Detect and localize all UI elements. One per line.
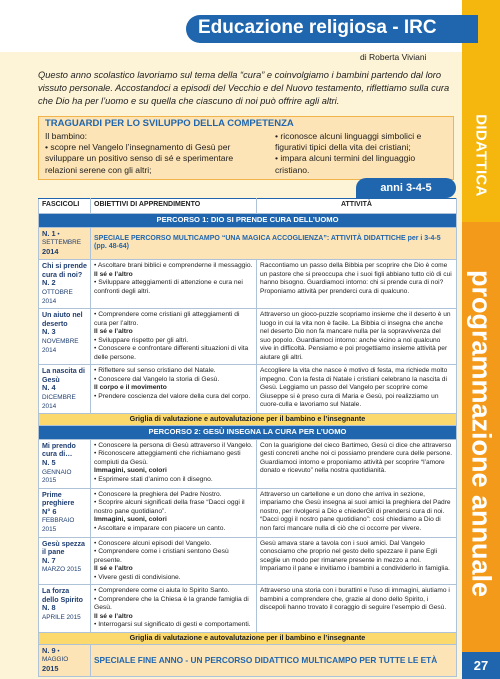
fascicolo-date: NOVEMBRE 2014: [42, 338, 79, 354]
fascicolo-cell: [39, 537, 91, 585]
fascicolo-title: Mi prendo cura di…: [42, 441, 76, 459]
activity-cell: Attraverso un cartellone e un dono che arriva in sezione, impariamo che Gesù insegna ai suoi amici la preghiera del Padre nostro, per rivolgersi a Dio e chiederGli di prendersi cura di noi. “Dacci oggi il nostro pane quotidiano”: così chiediamo a Dio di non farci mancare nulla di ciò che ci occorre per vivere.: [257, 488, 457, 537]
griglia-text: Griglia di valutazione e autovalutazione per il bambino e l’insegnante: [39, 414, 457, 426]
objectives-cell: [91, 585, 257, 633]
objectives-cell: [91, 488, 257, 537]
fascicolo-meta: [42, 279, 87, 306]
fascicolo-date: MARZO 2015: [42, 566, 82, 574]
fascicolo-year: 2015: [42, 663, 59, 673]
fascicolo-cell: [39, 439, 91, 488]
special-text: SPECIALE FINE ANNO - UN PERCORSO DIDATTICO MULTICAMPO PER TUTTE LE ETÀ: [91, 644, 457, 677]
fascicolo-title: Un aiuto nel deserto: [42, 311, 83, 328]
objective-line: Immagini, suoni, colori: [94, 467, 167, 475]
traguardi-col-2: [275, 131, 451, 176]
objective-line: • Comprendere come i cristiani sentono Gesù presente.: [94, 548, 229, 564]
objective-line: Il sé e l’altro: [94, 328, 133, 336]
objective-line: • Ascoltare e imparare con piacere un canto.: [94, 524, 226, 532]
traguardi-line: • impara alcuni termini del linguaggio cristiano.: [275, 153, 416, 175]
table-row: [39, 260, 457, 309]
fascicolo-meta: [42, 384, 87, 411]
objective-line: Il corpo e il movimento: [94, 384, 167, 392]
objective-line: • Comprendere come ci aiuta lo Spirito Santo.: [94, 587, 230, 595]
author: di Roberta Viviani: [360, 52, 427, 62]
table-row: [39, 365, 457, 414]
griglia-row: [39, 414, 457, 426]
special-row-9: [39, 644, 457, 677]
fascicolo-num: N. 8: [42, 603, 56, 613]
traguardi-title: TRAGUARDI PER LO SVILUPPO DELLA COMPETENZA: [45, 118, 294, 129]
table-row: [39, 309, 457, 365]
didattica-text: DIDATTICA: [472, 114, 490, 197]
fascicolo-cell: [39, 260, 91, 309]
objectives-cell: [91, 537, 257, 585]
fascicolo-meta: [42, 459, 87, 486]
page-title-box: [186, 15, 478, 43]
activity-cell: Con la guarigione del cieco Bartimeo, Gesù ci dice che attraverso gesti concreti anche noi ci possiamo prendere cura delle persone. Guardiamoci intorno e proponiamo attività per scoprire “l’amore donato e ricevuto” nella nostra quotidianità.: [257, 439, 457, 488]
fascicolo-title: Chi si prende cura di noi?: [42, 262, 87, 279]
table-row: [39, 585, 457, 633]
objective-line: • Sviluppare rispetto per gli altri.: [94, 336, 189, 344]
fascicolo-num: N. 1: [42, 228, 56, 238]
program-table: [38, 198, 457, 677]
special-text: SPECIALE PERCORSO MULTICAMPO “UNA MAGICA ACCOGLIENZA”: ATTIVITÀ DIDATTICHE per i 3-4-5 (pp. 48-64): [91, 227, 457, 260]
activity-cell: Raccontiamo un passo della Bibbia per scoprire che Dio è come un pastore che si preoccupa che i suoi figli abbiano tutto ciò di cui hanno bisogno. Guardiamoci intorno: chi si prende cura di noi? Proponiamo attività per prenderci cura di qualcuno.: [257, 260, 457, 309]
fascicolo-num: N. 2: [42, 278, 56, 288]
percorso-2-row: [39, 426, 457, 440]
fascicolo-num: N. 3: [42, 327, 56, 337]
objective-line: • Riflettere sul senso cristiano del Natale.: [94, 367, 216, 375]
fascicolo-date: FEBBRAIO 2015: [42, 517, 75, 534]
objective-line: • Vivere gesti di condivisione.: [94, 573, 181, 581]
table-row: [39, 537, 457, 585]
objective-line: • Sviluppare atteggiamenti di attenzione e cura nei confronti degli altri.: [94, 279, 243, 295]
objective-line: Il sé e l’altro: [94, 612, 133, 620]
fascicolo-cell: [39, 488, 91, 537]
intro-text: Questo anno scolastico lavoriamo sul tema della “cura” e coinvolgiamo i bambini partendo dal loro vissuto personale. Accostandoci a episodi del Vecchio e del Nuovo testamento, riflettiamo sulla cura che Dio ha per l’uomo e su quella che ciascuno di noi può offrire agli altri.: [38, 70, 450, 106]
special-row-1: [39, 227, 457, 260]
fascicolo-cell: [39, 585, 91, 633]
fascicolo-date: APRILE 2015: [42, 613, 81, 621]
objectives-cell: [91, 439, 257, 488]
objective-line: Il sé e l’altro: [94, 270, 133, 278]
side-label-didattica: [467, 114, 495, 207]
table-row: [39, 439, 457, 488]
percorso-1-title: PERCORSO 1: DIO SI PRENDE CURA DELL’UOMO: [39, 214, 457, 228]
activity-cell: Accogliere la vita che nasce è motivo di festa, ma richiede molto impegno. Con la festa di Natale i cristiani celebrano la nascita di Gesù. Leggiamo un passo del Vangelo per scoprire come Giuseppe si è preso cura di Maria e Gesù, poi realizziamo un cuore-culla e lavoriamo sul Natale.: [257, 365, 457, 414]
page-number: 27: [462, 652, 500, 679]
fascicolo-title: Prime preghiere: [42, 490, 75, 508]
fascicolo-cell: [39, 227, 91, 260]
side-label-programmazione: [462, 222, 500, 652]
griglia-text: Griglia di valutazione e autovalutazione per il bambino e l’insegnante: [39, 632, 457, 644]
objective-line: • Prendere coscienza del valore della cura del corpo.: [94, 392, 251, 400]
objective-line: • Conoscere la preghiera del Padre Nostro.: [94, 490, 222, 498]
fascicolo-date: • MAGGIO: [42, 647, 69, 664]
traguardi-box: [38, 116, 454, 180]
fascicolo-num: N. 7: [42, 555, 56, 565]
objective-line: • Conoscere alcuni episodi del Vangelo.: [94, 539, 212, 547]
activity-cell: Attraverso un gioco-puzzle scopriamo insieme che il deserto è un luogo in cui la vita non è facile. La Bibbia ci insegna che anche nel deserto Dio non fa mancare nulla per la sopravvivenza del suo popolo. Guardiamoci intorno: anche vicino a noi qualcuno vive in difficoltà. Pensiamo e poi progettiamo insieme attività per aiutare gli altri.: [257, 309, 457, 365]
objective-line: Il sé e l’altro: [94, 565, 133, 573]
percorso-2-title: PERCORSO 2: GESÙ INSEGNA LA CURA PER L’UOMO: [39, 426, 457, 440]
header-obiettivi: OBIETTIVI DI APPRENDIMENTO: [91, 199, 257, 214]
header-fascicoli: FASCICOLI: [39, 199, 91, 214]
fascicolo-title: La forza dello Spirito: [42, 587, 83, 604]
table-body: [39, 214, 457, 677]
traguardi-line: • scopre nel Vangelo l’insegnamento di Gesù per sviluppare un positivo senso di sé e sperimentare relazioni serene con gli altri;: [45, 142, 234, 175]
objectives-cell: [91, 365, 257, 414]
traguardi-line: • riconosce alcuni linguaggi simbolici e figurativi tipici della vita dei cristiani;: [275, 131, 422, 153]
fascicolo-date: GENNAIO 2015: [42, 468, 72, 485]
objective-line: • Conoscere dal Vangelo la storia di Gesù.: [94, 375, 220, 383]
fascicolo-num: N. 9: [42, 645, 56, 655]
traguardi-line: Il bambino:: [45, 131, 88, 141]
fascicolo-title: La nascita di Gesù: [42, 367, 85, 384]
fascicolo-meta: [42, 557, 87, 575]
fascicolo-title: Gesù spezza il pane: [42, 539, 85, 557]
objective-line: • Esprimere stati d’animo con il disegno.: [94, 475, 213, 483]
activity-cell: Gesù amava stare a tavola con i suoi amici. Dal Vangelo conosciamo che proprio nel gesto dello spezzare il pane Egli sceglie un modo per rimanere presente in mezzo a noi. Impariamo il pane e invitiamo i bambini a condividerlo in famiglia.: [257, 537, 457, 585]
header-attivita: ATTIVITÀ: [257, 199, 457, 214]
fascicolo-date: OTTOBRE 2014: [42, 289, 73, 305]
objective-line: • Conoscere e confrontare differenti situazioni di vita delle persone.: [94, 345, 249, 361]
programmazione-text: programmazione annuale: [466, 269, 497, 598]
table-header-row: [39, 199, 457, 214]
objective-line: • Interrogarsi sul significato di gesti e comportamenti.: [94, 621, 251, 629]
table-row: [39, 488, 457, 537]
objectives-cell: [91, 260, 257, 309]
objective-line: • Scoprire alcuni significati della frase “Dacci oggi il nostro pane quotidiano”.: [94, 499, 245, 515]
fascicolo-cell: [39, 644, 91, 677]
fascicolo-num: N. 4: [42, 383, 56, 393]
griglia-row: [39, 632, 457, 644]
objective-line: • Comprendere che la Chiesa è la grande famiglia di Gesù.: [94, 595, 249, 612]
fascicolo-num: N. 5: [42, 457, 56, 467]
fascicolo-date: • SETTEMBRE: [42, 230, 82, 247]
fascicolo-meta: [42, 508, 87, 535]
fascicolo-meta: [42, 604, 87, 622]
page-title: Educazione religiosa - IRC: [198, 17, 437, 38]
activity-cell: Attraverso una storia con i burattini e l’uso di immagini, aiutiamo i bambini a comprendere che, grazie al dono dello Spirito, i discepoli hanno trovato il coraggio di seguire l’esempio di Gesù.: [257, 585, 457, 633]
objective-line: Immagini, suoni, colori: [94, 516, 167, 524]
objective-line: • Conoscere la persona di Gesù attraverso il Vangelo.: [94, 441, 253, 449]
objective-line: • Comprendere come cristiani gli atteggiamenti di cura per l’altro.: [94, 311, 240, 327]
fascicolo-year: 2014: [42, 246, 59, 256]
fascicolo-meta: [42, 328, 87, 355]
objectives-cell: [91, 309, 257, 365]
fascicolo-num: N° 6: [42, 506, 57, 516]
fascicolo-cell: [39, 309, 91, 365]
age-badge: anni 3-4-5: [356, 178, 456, 198]
fascicolo-cell: [39, 365, 91, 414]
objective-line: • Ascoltare brani biblici e comprenderne il messaggio.: [94, 262, 253, 270]
objective-line: • Riconoscere atteggiamenti che richiamano gesti compiuti da Gesù.: [94, 450, 241, 466]
traguardi-col-1: [45, 131, 255, 176]
fascicolo-date: DICEMBRE 2014: [42, 394, 76, 410]
